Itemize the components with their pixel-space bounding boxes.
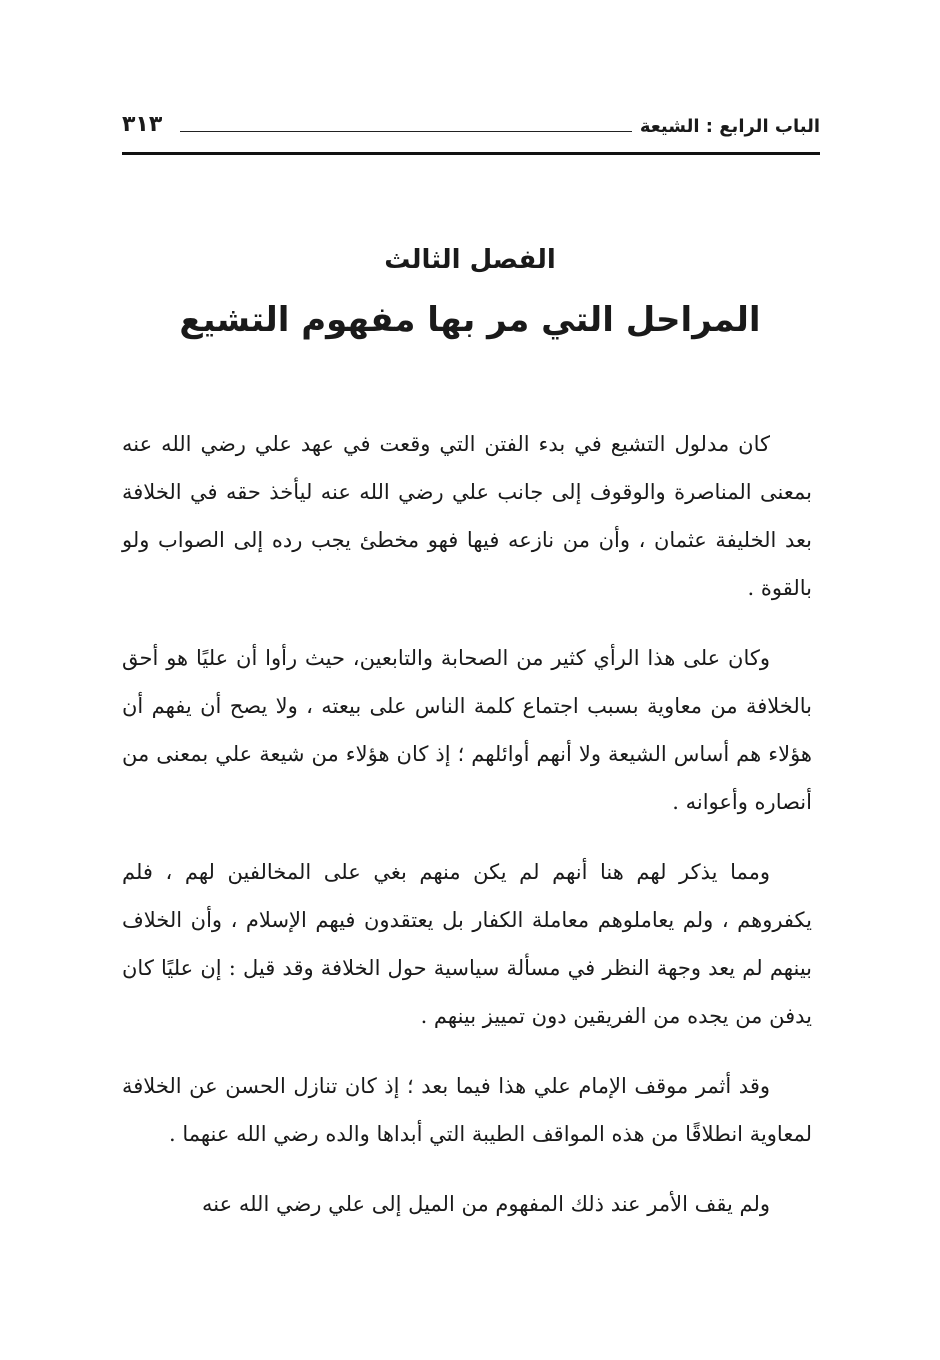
header-divider (122, 152, 820, 155)
paragraph-2: وكان على هذا الرأي كثير من الصحابة والتابعين، حيث رأوا أن عليًا هو أحق بالخلافة من معاوية بسبب اجتماع كلمة الناس على بيعته ، ولا يصح أن يفهم أن هؤلاء هم أساس الشيعة ولا أنهم أوائلهم ؛ إذ كان هؤلاء من شيعة علي بمعنى من أنصاره وأعوانه . (122, 646, 812, 814)
paragraph-1: كان مدلول التشيع في بدء الفتن التي وقعت في عهد علي رضي الله عنه بمعنى المناصرة والوقوف إلى جانب علي رضي الله عنه ليأخذ حقه في الخلافة بعد الخليفة عثمان ، وأن من نازعه فيها فهو مخطئ يجب رده إلى الصواب ولو بالقوة . (122, 432, 812, 600)
page-number: ٣١٣ (122, 112, 163, 137)
running-header (122, 112, 820, 142)
running-title: الباب الرابع : الشيعة (639, 116, 820, 137)
chapter-title: المراحل التي مر بها مفهوم التشيع (179, 300, 761, 340)
running-header-line (180, 131, 632, 132)
body-text (122, 420, 812, 1250)
paragraph-5: ولم يقف الأمر عند ذلك المفهوم من الميل إلى علي رضي الله عنه (202, 1192, 770, 1216)
paragraph-4: وقد أثمر موقف الإمام علي هذا فيما بعد ؛ إذ كان تنازل الحسن عن الخلافة لمعاوية انطلاقًا من هذه المواقف الطيبة التي أبداها والده رضي الله عنهما . (122, 1074, 812, 1146)
chapter-label: الفصل الثالث (384, 245, 556, 275)
paragraph-3: ومما يذكر لهم هنا أنهم لم يكن منهم بغي على المخالفين لهم ، فلم يكفروهم ، ولم يعاملوهم معاملة الكفار بل يعتقدون فيهم الإسلام ، وأن الخلاف بينهم لم يعد وجهة النظر في مسألة سياسية حول الخلافة وقد قيل : إن عليًا كان يدفن من يجده من الفريقين دون تمييز بينهم . (122, 860, 812, 1028)
